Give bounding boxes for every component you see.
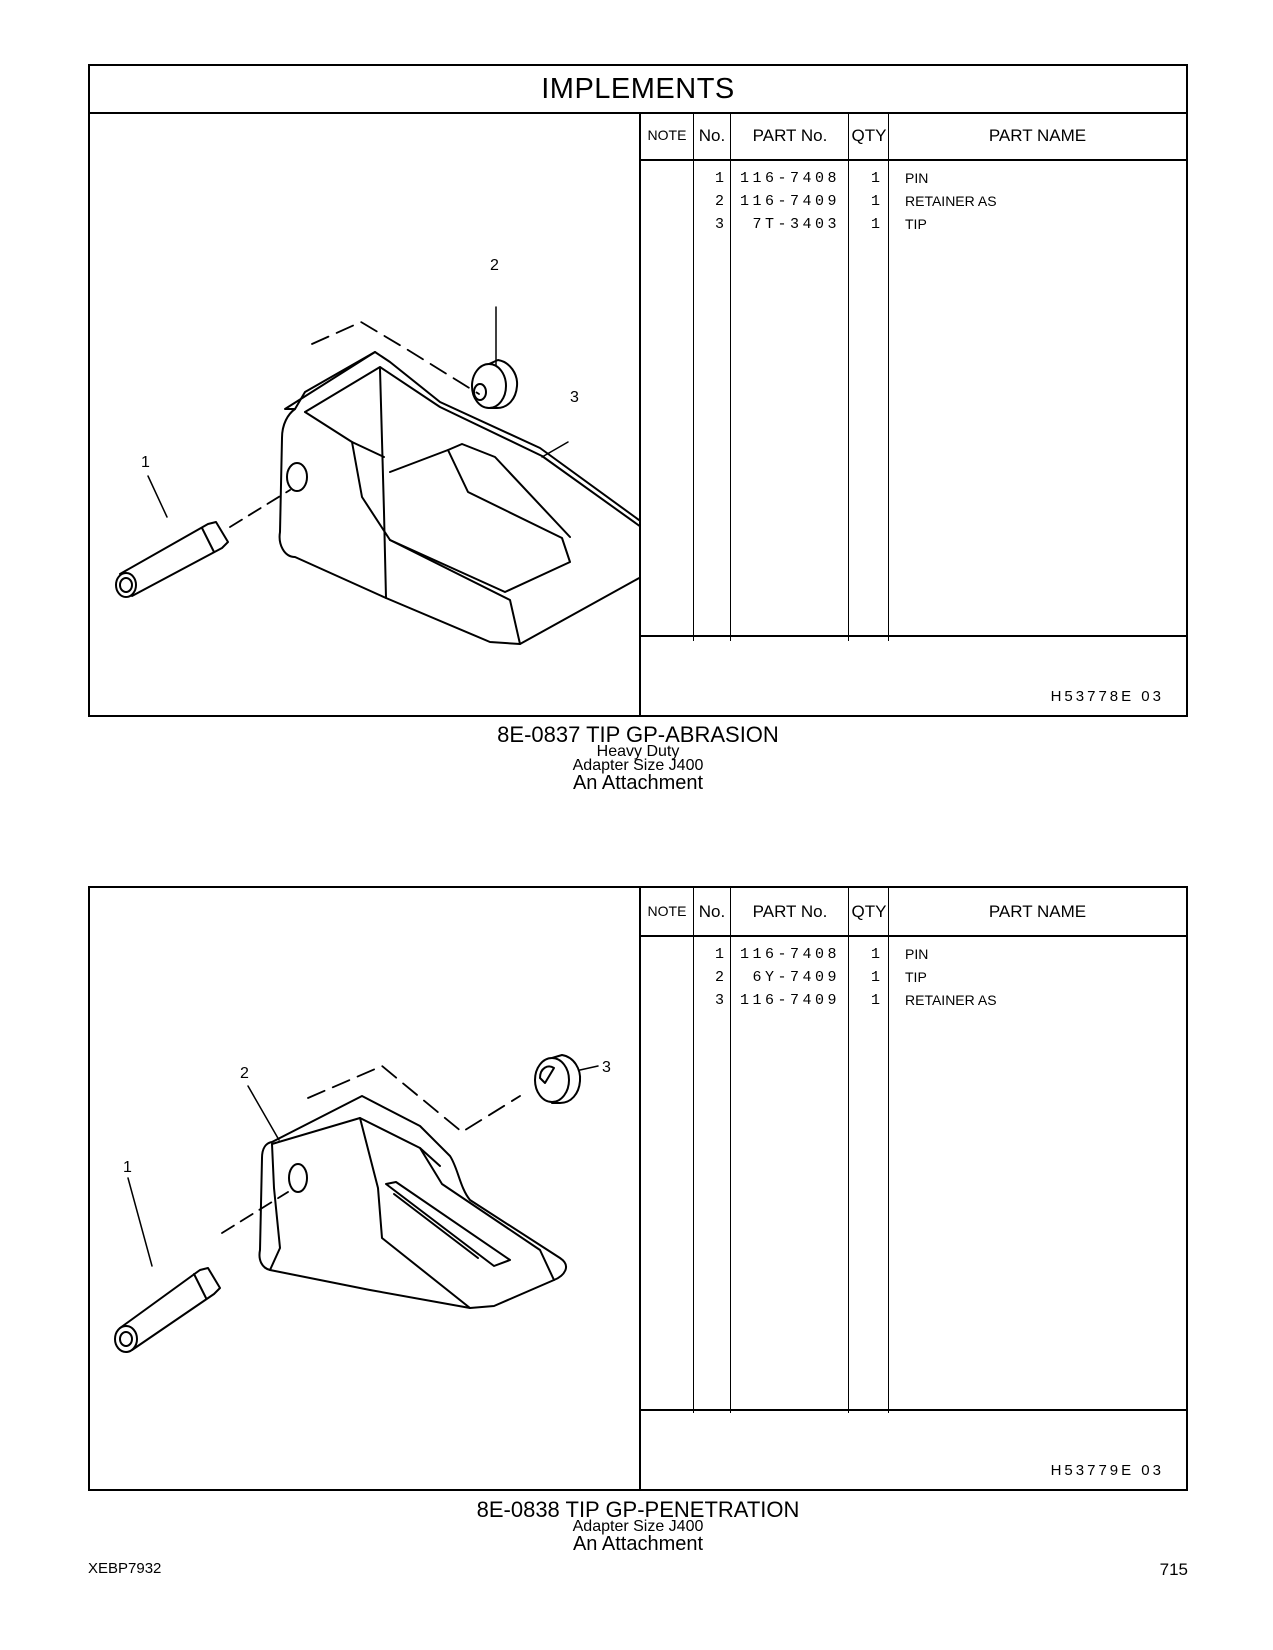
item-number: 2 <box>714 193 724 210</box>
part-number: 116-7409 <box>739 193 840 210</box>
caption-line: Adapter Size J400 <box>572 757 704 774</box>
document-code: XEBP7932 <box>88 1560 162 1577</box>
caption-title: 8E-0838 TIP GP-PENETRATION <box>476 1497 800 1522</box>
part-name: TIP <box>905 969 927 985</box>
table-row <box>641 167 1186 190</box>
part-name: PIN <box>905 946 929 962</box>
caption-attachment: An Attachment <box>572 1533 704 1555</box>
callout-3: 3 <box>602 1059 611 1076</box>
header-part-no: PART No. <box>752 902 828 921</box>
header-note: NOTE <box>647 903 687 919</box>
header-qty: QTY <box>851 126 887 145</box>
part-number: 116-7409 <box>739 992 840 1009</box>
item-number: 2 <box>714 969 724 986</box>
item-number: 3 <box>714 992 724 1009</box>
quantity: 1 <box>870 170 880 187</box>
caption-attachment: An Attachment <box>572 772 704 794</box>
header-part-no: PART No. <box>752 126 828 145</box>
parts-panel-2 <box>88 886 1188 1491</box>
callout-3: 3 <box>570 389 579 406</box>
table-row <box>641 943 1186 966</box>
caption-1 <box>88 724 1188 793</box>
part-name: RETAINER AS <box>905 193 997 209</box>
exploded-view-illustration-1 <box>90 112 641 715</box>
header-no: No. <box>698 126 726 145</box>
part-number: 6Y-7409 <box>752 969 840 986</box>
quantity: 1 <box>870 946 880 963</box>
caption-title: 8E-0837 TIP GP-ABRASION <box>497 722 779 747</box>
quantity: 1 <box>870 992 880 1009</box>
table-footer <box>641 635 1186 715</box>
header-qty: QTY <box>851 902 887 921</box>
part-name: RETAINER AS <box>905 992 997 1008</box>
callout-2: 2 <box>490 257 499 274</box>
callout-1: 1 <box>123 1159 132 1176</box>
part-number: 116-7408 <box>739 170 840 187</box>
table-header <box>641 888 1186 937</box>
header-no: No. <box>698 902 726 921</box>
quantity: 1 <box>870 193 880 210</box>
caption-2 <box>88 1499 1188 1554</box>
callout-2: 2 <box>240 1065 249 1082</box>
item-number: 1 <box>714 170 724 187</box>
parts-table-2 <box>641 888 1186 1489</box>
header-part-name: PART NAME <box>988 126 1087 145</box>
callout-1: 1 <box>141 454 150 471</box>
parts-table-1 <box>641 112 1186 715</box>
tip-penetration-drawing <box>90 888 639 1489</box>
part-number: 7T-3403 <box>752 216 840 233</box>
caption-line: Heavy Duty <box>596 743 680 760</box>
parts-panel-1 <box>88 64 1188 717</box>
table-row <box>641 213 1186 236</box>
quantity: 1 <box>870 216 880 233</box>
tip-abrasion-drawing <box>90 112 639 717</box>
item-number: 3 <box>714 216 724 233</box>
table-header <box>641 112 1186 161</box>
quantity: 1 <box>870 969 880 986</box>
caption-line: Adapter Size J400 <box>572 1518 704 1535</box>
item-number: 1 <box>714 946 724 963</box>
table-row <box>641 966 1186 989</box>
part-number: 116-7408 <box>739 946 840 963</box>
section-title: IMPLEMENTS <box>90 66 1186 114</box>
part-name: TIP <box>905 216 927 232</box>
part-name: PIN <box>905 170 929 186</box>
table-row <box>641 989 1186 1012</box>
header-note: NOTE <box>647 127 687 143</box>
table-footer <box>641 1409 1186 1489</box>
reference-code: H53778E 03 <box>1050 688 1164 705</box>
reference-code: H53779E 03 <box>1050 1462 1164 1479</box>
page-number: 715 <box>1159 1560 1188 1579</box>
table-row <box>641 190 1186 213</box>
header-part-name: PART NAME <box>988 902 1087 921</box>
exploded-view-illustration-2 <box>90 888 641 1489</box>
